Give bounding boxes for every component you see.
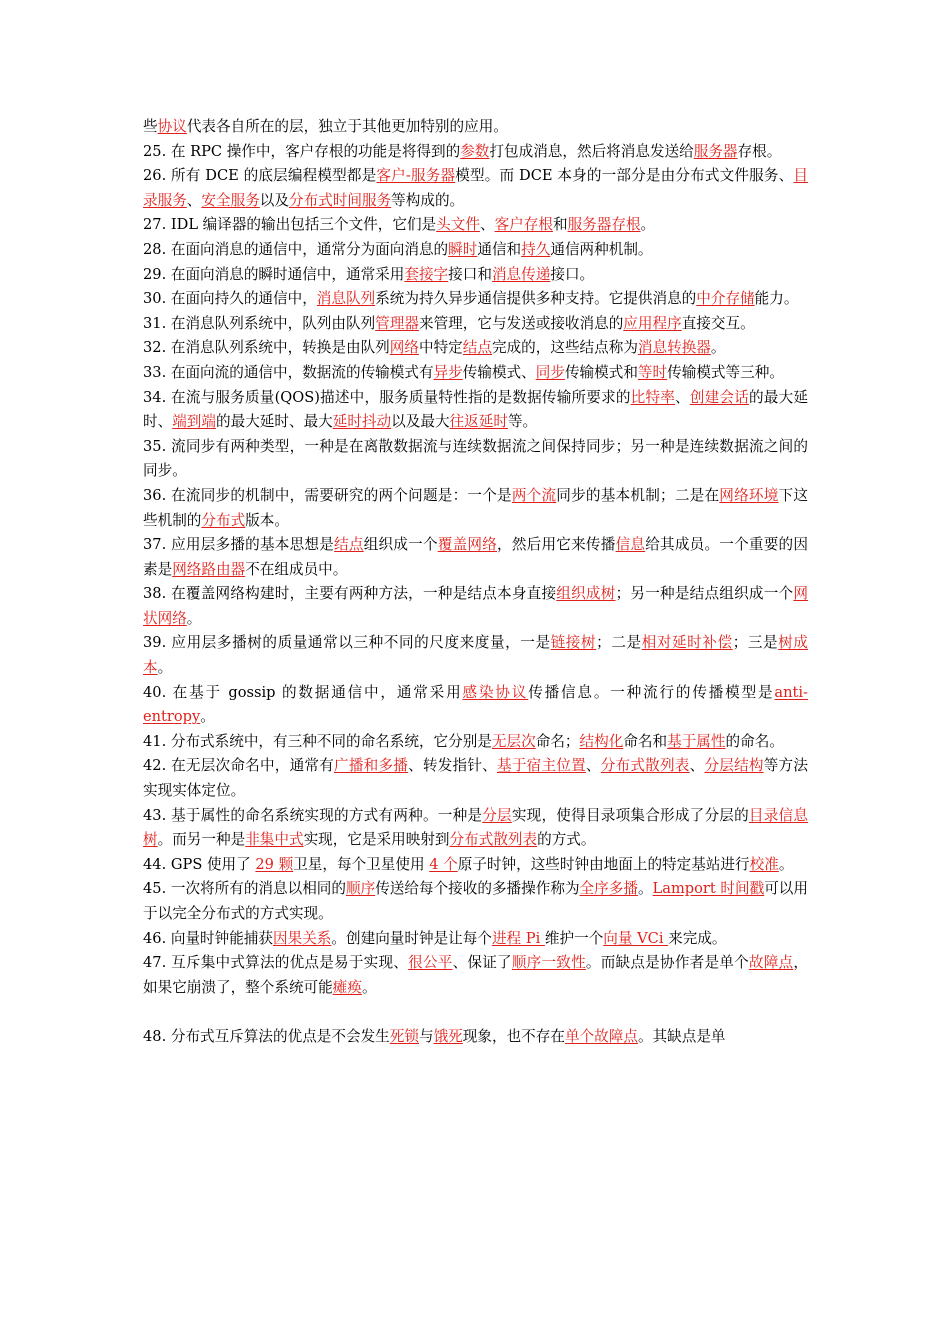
question-text: 同步的基本机制；二是在: [556, 486, 720, 504]
question-paragraph: [143, 238, 808, 263]
question-text: 现象，也不存在: [462, 1027, 565, 1045]
question-text: 给其成员。一个重要的因素是: [143, 536, 808, 578]
answer-text: 客户-服务器: [376, 167, 456, 185]
question-text: 等构成的。: [391, 191, 465, 209]
question-text: 46. 向量时钟能捕获: [143, 929, 274, 947]
question-text: 存根。: [737, 142, 782, 160]
answer-text: 故障点: [748, 954, 794, 972]
question-text: 、: [689, 757, 705, 775]
question-text: 、: [186, 191, 202, 209]
question-text: 以及: [259, 191, 289, 209]
question-paragraph: [143, 115, 808, 140]
answer-text: 持久: [521, 240, 551, 258]
answer-text: 结构化: [579, 732, 624, 750]
question-text: 传播信息。一种流行的传播模型是: [528, 683, 775, 701]
question-text: 43. 基于属性的命名系统实现的方式有两种。一种是: [143, 806, 483, 824]
answer-text: 覆盖网络: [437, 536, 498, 554]
answer-text: 服务器存根: [567, 216, 641, 234]
question-text: 传送给每个接收的多播操作称为: [375, 880, 580, 898]
answer-text: 链接树: [550, 634, 597, 652]
answer-text: 分层: [482, 806, 512, 824]
answer-text: 结点: [462, 339, 492, 357]
answer-text: 瞬时: [448, 240, 478, 258]
question-text: ，如果它崩溃了，整个系统可能: [143, 954, 808, 996]
question-text: 来管理，它与发送或接收消息的: [418, 314, 624, 332]
answer-text: 中介存储: [696, 290, 755, 308]
question-text: 的最大延时、最大: [216, 413, 333, 431]
question-text: 29. 在面向消息的瞬时通信中，通常采用: [143, 265, 405, 283]
question-text: 26. 所有 DCE 的底层编程模型都是: [143, 167, 377, 185]
question-text: 中特定: [418, 339, 463, 357]
answer-text: 进程 Pi: [491, 929, 545, 947]
blank-line: [143, 1000, 808, 1025]
answer-text: 分布式散列表: [600, 757, 690, 775]
question-paragraph: [143, 140, 808, 165]
answer-text: 网络环境: [719, 486, 779, 504]
question-text: 等。: [507, 413, 538, 431]
answer-text: 分布式: [201, 511, 246, 529]
question-paragraph: [143, 927, 808, 952]
question-text: 、: [479, 216, 495, 234]
question-text: 不在组成员中。: [245, 560, 348, 578]
answer-text: 广播和多播: [334, 757, 409, 775]
question-text: 32. 在消息队列系统中，转换是由队列: [143, 339, 390, 357]
question-paragraph: [143, 213, 808, 238]
answer-text: 树成本: [143, 634, 808, 677]
answer-text: 两个流: [511, 486, 557, 504]
question-text: 。其缺点是单: [637, 1027, 726, 1045]
answer-text: 基于属性: [667, 732, 726, 750]
question-paragraph: [143, 533, 808, 582]
answer-text: 全序多播: [579, 880, 638, 898]
question-paragraph: [143, 263, 808, 288]
question-text: 。: [778, 855, 794, 873]
answer-text: 消息传递: [491, 265, 551, 283]
question-text: 47. 互斥集中式算法的优点是易于实现、: [143, 954, 409, 972]
question-text: 39. 应用层多播树的质量通常以三种不同的尺度来度量，一是: [143, 634, 551, 652]
question-paragraph: [143, 853, 808, 878]
question-text: 模型。而 DCE 本身的一部分是由分布式文件服务、: [455, 167, 794, 185]
document-page: [143, 115, 808, 1050]
answer-text: 消息转换器: [637, 339, 711, 357]
answer-text: 协议: [157, 118, 187, 135]
question-text: 下这些机制的: [143, 486, 808, 529]
question-text: 传输模式和: [564, 363, 638, 381]
answer-text: 分布式散列表: [449, 831, 538, 849]
question-text: 通信和: [477, 240, 522, 258]
answer-text: 应用程序: [623, 314, 682, 332]
answer-text: 信息: [615, 536, 646, 554]
question-paragraph: [143, 361, 808, 386]
question-text: 来完成。: [668, 929, 727, 947]
question-text: 。: [186, 609, 202, 627]
question-paragraph: [143, 386, 808, 435]
answer-text: anti-entropy: [143, 683, 808, 726]
answer-text: 管理器: [375, 314, 419, 332]
question-text: 组织成一个: [363, 536, 438, 554]
answer-text: 无层次: [491, 732, 536, 750]
question-text: 、: [675, 388, 690, 406]
answer-text: 瘫痪: [332, 978, 362, 996]
question-text: 、转发指针、: [408, 757, 497, 775]
question-text: 接口。: [550, 265, 595, 283]
answer-text: 非集中式: [245, 831, 304, 849]
question-text: 。: [200, 708, 215, 726]
question-text: 传输模式、: [462, 363, 536, 381]
question-text: 41. 分布式系统中，有三种不同的命名系统，它分别是: [143, 732, 492, 750]
answer-text: 29 颗: [255, 855, 294, 873]
question-text: 命名；: [535, 732, 580, 750]
answer-text: 死锁: [389, 1027, 419, 1045]
question-text: 48. 分布式互斥算法的优点是不会发生: [143, 1027, 390, 1045]
answer-text: 服务器: [693, 142, 738, 160]
question-text: 系统为持久异步通信提供多种支持。它提供消息的: [375, 290, 697, 308]
question-paragraph: [143, 804, 808, 853]
question-text: 。: [640, 216, 656, 234]
answer-text: 校准: [749, 855, 779, 873]
answer-text: 顺序一致性: [511, 954, 586, 972]
question-text: 的方式。: [537, 831, 596, 849]
question-text: 34. 在流与服务质量(QOS)描述中，服务质量特性指的是数据传输所要求的: [143, 388, 631, 406]
question-text: 35. 流同步有两种类型，一种是在离散数据流与连续数据流之间保持同步；另一种是连续数据流之间的同步。: [143, 437, 808, 480]
question-text: 接口和: [448, 265, 492, 283]
question-paragraph: [143, 287, 808, 312]
question-text: 传输模式等三种。: [667, 363, 784, 381]
question-text: 、保证了: [452, 954, 512, 972]
question-text: 和: [552, 216, 568, 234]
question-text: 37. 应用层多播的基本思想是: [143, 536, 335, 554]
question-paragraph: [143, 730, 808, 755]
answer-text: 创建会话: [689, 388, 749, 406]
question-text: 45. 一次将所有的消息以相同的: [143, 880, 346, 898]
answer-text: 网状网络: [143, 585, 808, 627]
question-text: 完成的，这些结点称为: [491, 339, 638, 357]
question-paragraph: [143, 435, 808, 484]
question-paragraph: [143, 582, 808, 631]
question-text: 。: [157, 659, 173, 677]
answer-text: 基于宿主位置: [497, 757, 586, 775]
answer-text: 很公平: [408, 954, 453, 972]
question-paragraph: [143, 1025, 808, 1050]
question-text: 与: [418, 1027, 434, 1045]
question-text: 直接交互。: [681, 314, 755, 332]
question-text: 能力。: [754, 290, 799, 308]
question-text: ；二是: [596, 634, 642, 652]
answer-text: 头文件: [436, 216, 480, 234]
question-paragraph: [143, 312, 808, 337]
answer-text: 单个故障点: [564, 1027, 638, 1045]
answer-text: 目录信息树: [143, 806, 808, 849]
answer-text: 网络路由器: [172, 560, 246, 578]
question-paragraph: [143, 164, 808, 213]
question-text: 些: [143, 118, 158, 135]
question-text: 命名和: [623, 732, 668, 750]
answer-text: 相对延时补偿: [641, 634, 733, 652]
question-text: 实现，它是采用映射到: [303, 831, 450, 849]
answer-text: 分布式时间服务: [289, 191, 392, 209]
question-text: 。: [710, 339, 726, 357]
question-text: 。创建向量时钟是让每个: [331, 929, 492, 947]
question-text: 可以用于以完全分布式的方式实现。: [143, 880, 808, 922]
question-text: 的命名。: [725, 732, 784, 750]
question-text: ；另一种是结点组织成一个: [615, 585, 794, 603]
question-text: 31. 在消息队列系统中，队列由队列: [143, 314, 376, 332]
question-text: 原子时钟，这些时钟由地面上的特定基站进行: [457, 855, 750, 873]
answer-text: 向量 VCi: [603, 929, 669, 947]
question-paragraph: [143, 336, 808, 361]
answer-text: 参数: [460, 142, 490, 160]
question-text: 卫星，每个卫星使用: [293, 855, 430, 873]
question-text: 通信两种机制。: [550, 240, 653, 258]
question-text: 28. 在面向消息的通信中，通常分为面向消息的: [143, 240, 449, 258]
question-text: 以及最大: [391, 413, 450, 431]
question-text: 打包成消息，然后将消息发送给: [489, 142, 694, 160]
answer-text: 顺序: [346, 880, 376, 898]
question-paragraph: [143, 951, 808, 1000]
question-text: 。而另一种是: [157, 831, 246, 849]
question-text: 。: [637, 880, 653, 898]
question-text: 实现，使得目录项集合形成了分层的: [511, 806, 749, 824]
question-paragraph: [143, 484, 808, 533]
question-text: 36. 在流同步的机制中，需要研究的两个问题是：一个是: [143, 486, 512, 504]
answer-text: 结点: [334, 536, 364, 554]
answer-text: 客户存根: [494, 216, 553, 234]
question-text: 版本。: [245, 511, 289, 529]
question-text: 维护一个: [544, 929, 604, 947]
answer-text: 消息队列: [316, 290, 376, 308]
question-text: 42. 在无层次命名中，通常有: [143, 757, 335, 775]
question-paragraph: [143, 754, 808, 803]
question-text: 。而缺点是协作者是单个: [585, 954, 749, 972]
question-text: 。: [361, 978, 377, 996]
answer-text: 组织成树: [556, 585, 616, 603]
answer-text: Lamport 时间戳: [652, 880, 765, 898]
question-paragraph: [143, 877, 808, 926]
answer-text: 端到端: [172, 413, 216, 431]
answer-text: 同步: [535, 363, 565, 381]
question-text: 27. IDL 编译器的输出包括三个文件，它们是: [143, 216, 437, 234]
question-text: 的最大延时、: [143, 388, 808, 431]
question-paragraph: [143, 631, 808, 680]
question-text: 25. 在 RPC 操作中，客户存根的功能是将得到的: [143, 142, 461, 160]
answer-text: 分层结构: [704, 757, 764, 775]
answer-text: 套接字: [404, 265, 449, 283]
question-text: 代表各自所在的层，独立于其他更加特别的应用。: [186, 118, 508, 135]
question-text: ；三是: [732, 634, 779, 652]
answer-text: 感染协议: [462, 683, 529, 701]
answer-text: 异步: [433, 363, 463, 381]
answer-text: 饿死: [433, 1027, 463, 1045]
answer-text: 延时抖动: [332, 413, 392, 431]
answer-text: 安全服务: [201, 191, 260, 209]
question-text: 、: [585, 757, 601, 775]
question-text: 30. 在面向持久的通信中，: [143, 290, 317, 308]
answer-text: 等时: [637, 363, 668, 381]
answer-text: 往返延时: [449, 413, 508, 431]
question-text: 44. GPS 使用了: [143, 855, 256, 873]
answer-text: 网络: [389, 339, 419, 357]
question-text: 40. 在基于 gossip 的数据通信中，通常采用: [143, 683, 463, 701]
question-paragraph: [143, 681, 808, 730]
question-text: 等方法实现实体定位。: [143, 757, 808, 800]
answer-text: 因果关系: [273, 929, 332, 947]
question-text: 33. 在面向流的通信中，数据流的传输模式有: [143, 363, 434, 381]
answer-text: 4 个: [429, 855, 458, 873]
answer-text: 比特率: [630, 388, 676, 406]
question-text: ，然后用它来传播: [497, 536, 616, 554]
question-text: 38. 在覆盖网络构建时，主要有两种方法，一种是结点本身直接: [143, 585, 557, 603]
answer-text: 目录服务: [143, 167, 808, 209]
